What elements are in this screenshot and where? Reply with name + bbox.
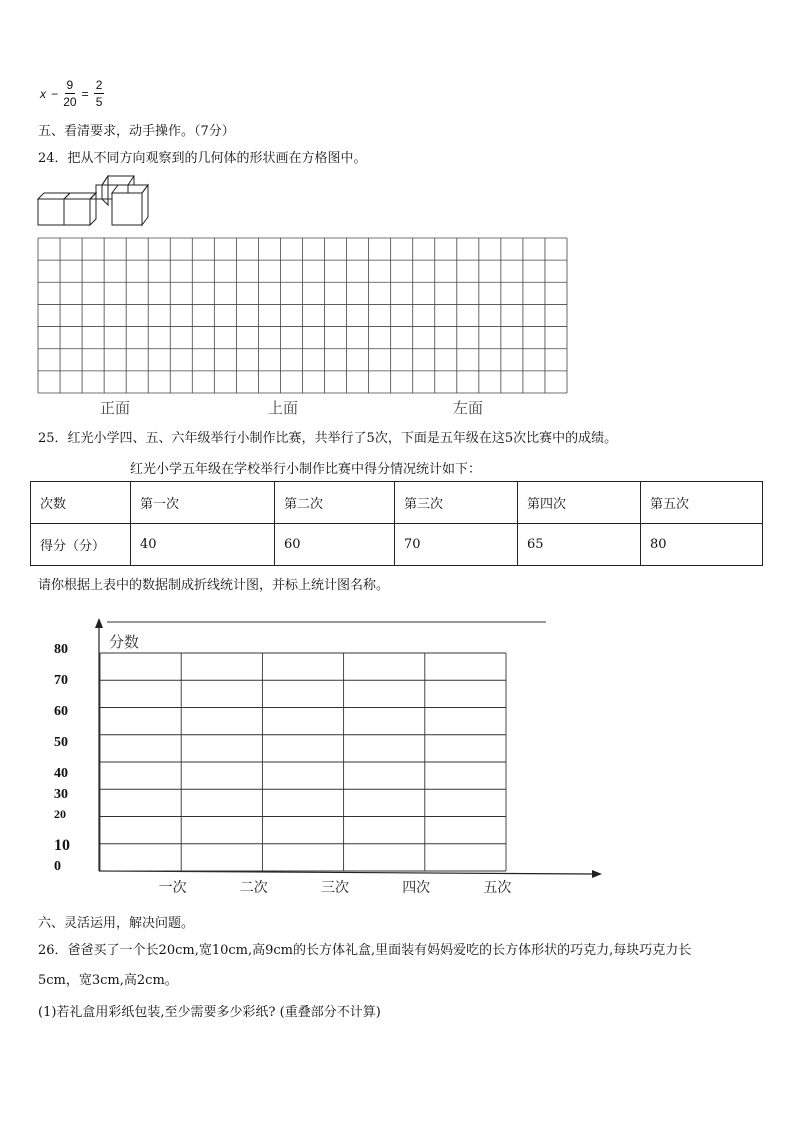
chart-instruction: 请你根据上表中的数据制成折线统计图，并标上统计图名称。 xyxy=(38,578,390,593)
table-header-row xyxy=(31,482,763,524)
score-table xyxy=(30,481,763,566)
table-cell: 60 xyxy=(275,524,395,566)
view-label-front: 正面 xyxy=(100,399,131,417)
view-label-left: 左面 xyxy=(453,399,484,417)
y-tick-label: 30 xyxy=(54,787,68,802)
table-cell: 70 xyxy=(395,524,518,566)
table-row xyxy=(31,524,763,566)
y-tick-label: 70 xyxy=(54,673,68,688)
equation xyxy=(40,79,104,108)
y-tick-label: 60 xyxy=(54,704,68,719)
section-6-title: 六、灵活运用，解决问题。 xyxy=(38,916,195,931)
y-axis-arrow xyxy=(95,618,103,628)
eq-fraction-1 xyxy=(63,79,76,108)
x-tick-label: 五次 xyxy=(483,880,512,896)
cube-solid-figure xyxy=(36,175,154,227)
table-cell: 第三次 xyxy=(395,482,518,524)
x-tick-label: 一次 xyxy=(158,880,187,896)
view-label-top: 上面 xyxy=(268,399,299,417)
x-tick-label: 三次 xyxy=(321,880,349,896)
eq-minus: − xyxy=(51,87,59,101)
x-axis xyxy=(99,871,595,874)
y-tick-label: 10 xyxy=(54,837,70,854)
eq-denominator-1: 20 xyxy=(63,95,77,109)
x-tick-label: 四次 xyxy=(402,880,431,896)
y-tick-label: 50 xyxy=(54,735,68,750)
y-tick-label: 40 xyxy=(54,766,68,781)
y-axis-label: 分数 xyxy=(109,633,140,651)
table-cell: 第二次 xyxy=(275,482,395,524)
table-cell: 第五次 xyxy=(641,482,763,524)
table-cell: 第一次 xyxy=(131,482,275,524)
drawing-grid xyxy=(37,237,569,395)
eq-equals: = xyxy=(81,87,89,101)
y-tick-label: 80 xyxy=(54,642,68,657)
y-tick-label: 0 xyxy=(54,859,61,874)
table-cell: 40 xyxy=(131,524,275,566)
eq-fraction-2 xyxy=(94,79,105,108)
y-tick-label: 20 xyxy=(54,807,66,821)
question-26-line-2: 5cm，宽3cm,高2cm。 xyxy=(38,973,178,988)
table-cell: 得分（分） xyxy=(31,524,131,566)
eq-numerator-1: 9 xyxy=(66,78,74,92)
x-tick-label: 二次 xyxy=(239,880,268,896)
table-cell: 80 xyxy=(641,524,763,566)
table-cell: 第四次 xyxy=(518,482,641,524)
table-cell: 65 xyxy=(518,524,641,566)
eq-denominator-2: 5 xyxy=(95,95,103,109)
eq-variable: x xyxy=(40,87,46,101)
line-chart xyxy=(40,612,610,902)
table-title: 红光小学五年级在学校举行小制作比赛中得分情况统计如下： xyxy=(130,462,482,477)
x-axis-arrow xyxy=(592,870,602,878)
question-26-sub-1: (1)若礼盒用彩纸包装,至少需要多少彩纸? (重叠部分不计算) xyxy=(38,1005,381,1020)
section-5-title: 五、看清要求，动手操作。（7分） xyxy=(38,124,235,139)
eq-numerator-2: 2 xyxy=(95,78,103,92)
question-26-line-1: 26．爸爸买了一个长20cm,宽10cm,高9cm的长方体礼盒,里面装有妈妈爱吃的长方体形状的巧克力,每块巧克力长 xyxy=(38,943,692,958)
question-25-text: 25．红光小学四、五、六年级举行小制作比赛，共举行了5次，下面是五年级在这5次比赛中的成绩。 xyxy=(38,431,618,446)
question-24-text: 24．把从不同方向观察到的几何体的形状画在方格图中。 xyxy=(38,151,367,166)
table-cell: 次数 xyxy=(31,482,131,524)
